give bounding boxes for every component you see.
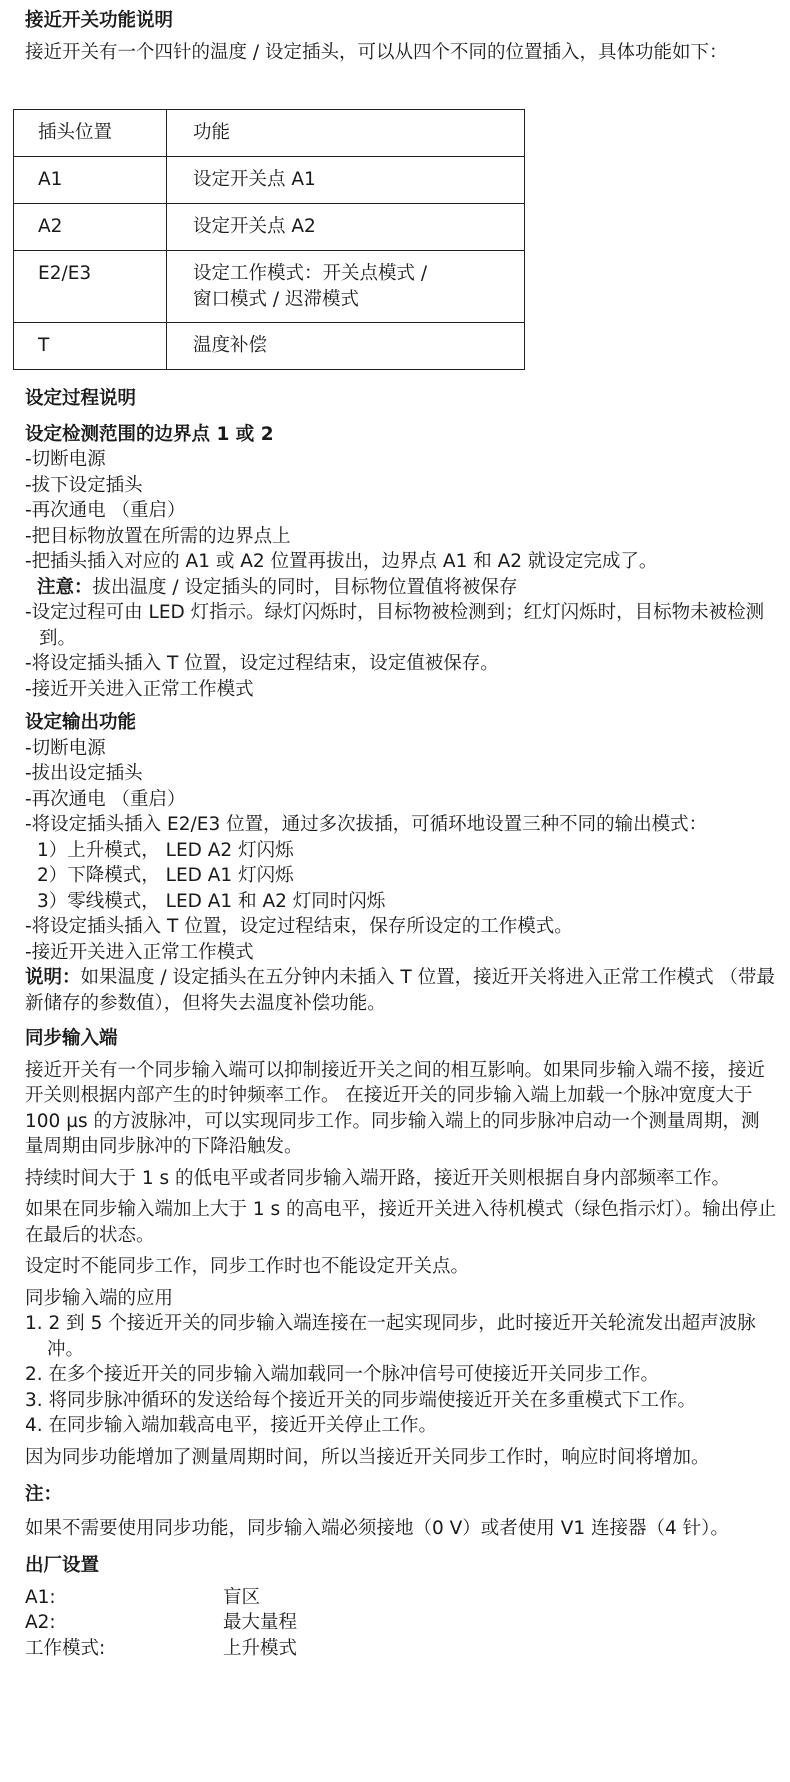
sync-paragraph: 因为同步功能增加了测量周期时间，所以当接近开关同步工作时，响应时间将增加。: [25, 1446, 710, 1468]
list-item: -将设定插头插入 E2/E3 位置，通过多次拔插，可循环地设置三种不同的输出模式：: [25, 814, 708, 835]
note-text: 如果温度 / 设定插头在五分钟内未插入 T 位置，接近开关将进入正常工作模式 （带最新储存的参数值），但将失去温度补偿功能。: [25, 967, 775, 1014]
table-row: [14, 251, 525, 323]
document: [25, 8, 777, 1661]
list-item: -把目标物放置在所需的边界点上: [25, 525, 291, 547]
table-row: [14, 204, 525, 251]
mode-item: 2）下降模式， LED A1 灯闪烁: [37, 865, 294, 886]
note-label: 说明：: [25, 967, 81, 988]
list-item: -将设定插头插入 T 位置，设定过程结束，保存所设定的工作模式。: [25, 916, 573, 937]
page-title: 接近开关功能说明: [25, 10, 174, 31]
app-list-item: 4. 在同步输入端加载高电平，接近开关停止工作。: [25, 1415, 438, 1436]
list-item: -把插头插入对应的 A1 或 A2 位置再拔出，边界点 A1 和 A2 就设定完成了。: [25, 551, 658, 572]
sync-paragraph: 设定时不能同步工作，同步工作时也不能设定开关点。: [25, 1256, 470, 1277]
intro-paragraph: 接近开关有一个四针的温度 / 设定插头，可以从四个不同的位置插入，具体功能如下：: [25, 41, 728, 63]
boundary-note: [25, 575, 777, 601]
list-item: -切断电源: [25, 737, 106, 759]
factory-settings-list: [25, 1585, 777, 1662]
factory-value: 盲区: [223, 1586, 261, 1608]
app-list-item: 2. 在多个接近开关的同步输入端加载同一个脉冲信号可使接近开关同步工作。: [25, 1364, 660, 1385]
app-list-item: 3. 将同步脉冲循环的发送给每个接近开关的同步端使接近开关在多重模式下工作。: [25, 1389, 697, 1411]
table-cell: 温度补偿: [167, 323, 525, 370]
setup-heading: 设定过程说明: [25, 388, 137, 409]
table-header-cell: 功能: [167, 110, 525, 157]
sync-app-heading: 同步输入端的应用: [25, 1287, 174, 1309]
note-paragraph: 如果不需要使用同步功能，同步输入端必须接地（0 V）或者使用 V1 连接器（4 针）。: [25, 1517, 729, 1539]
table-cell: A1: [14, 157, 167, 204]
factory-row: [25, 1636, 777, 1662]
list-item: -再次通电 （重启）: [25, 500, 186, 521]
factory-row: [25, 1585, 777, 1611]
list-item: -将设定插头插入 T 位置，设定过程结束，设定值被保存。: [25, 653, 499, 674]
mode-item: 1）上升模式， LED A2 灯闪烁: [37, 839, 294, 861]
factory-value: 最大量程: [223, 1612, 298, 1633]
list-item: -接近开关进入正常工作模式: [25, 941, 254, 963]
table-header-row: [14, 110, 525, 157]
note-text: 拔出温度 / 设定插头的同时，目标物位置值将被保存: [92, 576, 518, 598]
factory-key: 工作模式:: [25, 1637, 106, 1659]
table-cell: A2: [14, 204, 167, 251]
note-heading: 注：: [25, 1484, 63, 1505]
table-row: [14, 323, 525, 370]
output-note: [25, 965, 777, 1016]
sync-heading: 同步输入端: [25, 1028, 118, 1049]
factory-row: [25, 1610, 777, 1636]
table-cell: 设定开关点 A1: [167, 157, 525, 204]
table-cell: 设定开关点 A2: [167, 204, 525, 251]
table-cell: T: [14, 323, 167, 370]
table-cell: E2/E3: [14, 251, 167, 323]
list-item: -再次通电 （重启）: [25, 788, 186, 810]
table-row: [14, 157, 525, 204]
app-list-item: 1. 2 到 5 个接近开关的同步输入端连接在一起实现同步，此时接近开关轮流发出超声波脉冲。: [25, 1313, 756, 1360]
sync-paragraph: 持续时间大于 1 s 的低电平或者同步输入端开路，接近开关则根据自身内部频率工作。: [25, 1167, 731, 1189]
table-cell: 设定工作模式：开关点模式 / 窗口模式 / 迟滞模式: [167, 251, 525, 323]
plug-position-table: [13, 109, 525, 370]
list-item: -切断电源: [25, 449, 106, 470]
note-label: 注意：: [37, 576, 93, 598]
list-item: -拔出设定插头: [25, 763, 143, 784]
table-header-cell: 插头位置: [14, 110, 167, 157]
list-item: -设定过程可由 LED 灯指示。绿灯闪烁时，目标物被检测到；红灯闪烁时，目标物未被检测到。: [25, 602, 765, 649]
factory-heading: 出厂设置: [25, 1555, 100, 1576]
sync-paragraph: 如果在同步输入端加上大于 1 s 的高电平，接近开关进入待机模式（绿色指示灯）。输出停止在最后的状态。: [25, 1199, 777, 1246]
factory-key: A1:: [25, 1586, 56, 1608]
boundary-heading: 设定检测范围的边界点 1 或 2: [25, 423, 274, 445]
list-item: -拔下设定插头: [25, 474, 143, 496]
output-heading: 设定输出功能: [25, 712, 137, 733]
mode-item: 3）零线模式， LED A1 和 A2 灯同时闪烁: [37, 890, 386, 912]
factory-value: 上升模式: [223, 1637, 298, 1659]
list-item: -接近开关进入正常工作模式: [25, 678, 254, 700]
factory-key: A2:: [25, 1612, 56, 1633]
sync-paragraph: 接近开关有一个同步输入端可以抑制接近开关之间的相互影响。如果同步输入端不接，接近开关则根据内部产生的时钟频率工作。 在接近开关的同步输入端上加载一个脉冲宽度大于 100 µs 的方波脉冲，可以实现同步工作。同步输入端上的同步脉冲启动一个测量周期，测量周期由同步脉冲的下降沿触发。: [25, 1059, 766, 1157]
